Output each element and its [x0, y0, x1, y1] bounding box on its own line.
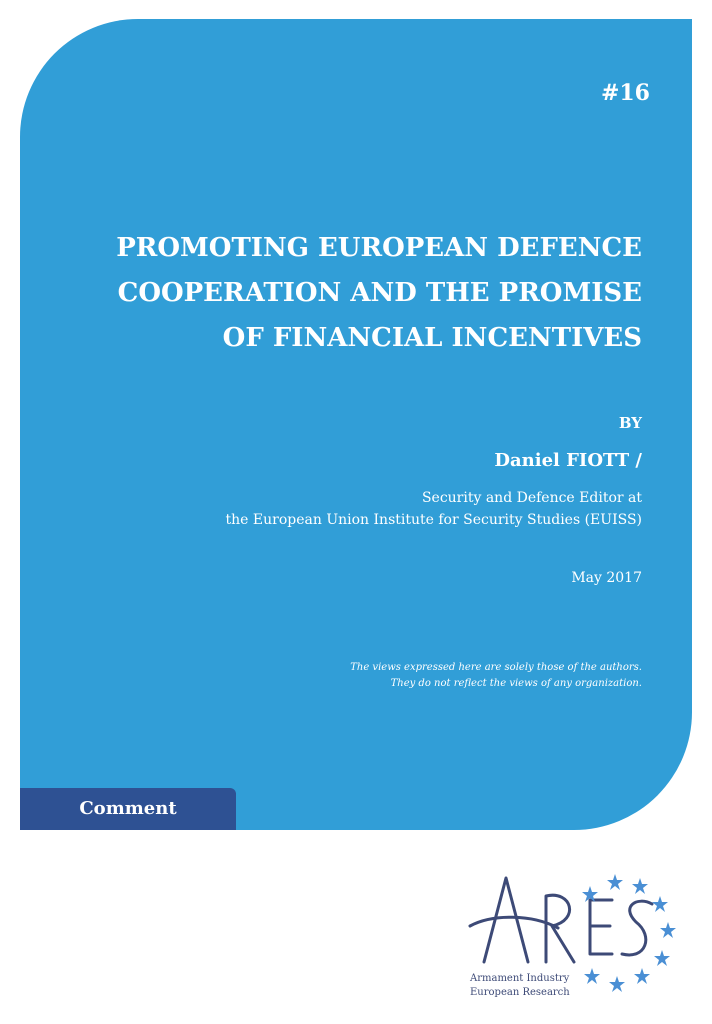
title-line: COOPERATION AND THE PROMISE — [117, 278, 642, 308]
ares-wordmark-icon — [470, 878, 652, 962]
title-line: PROMOTING EUROPEAN DEFENCE — [116, 233, 642, 263]
logo-caption-line: Armament Industry — [470, 973, 570, 984]
logo-caption — [470, 972, 570, 1000]
author-affiliation — [122, 487, 642, 531]
issue-number: #16 — [600, 80, 650, 106]
title-line: OF FINANCIAL INCENTIVES — [222, 323, 642, 353]
eu-star-circle-icon — [582, 874, 676, 992]
logo-caption-line: European Research — [470, 987, 570, 998]
publication-date: May 2017 — [571, 570, 642, 586]
disclaimer-line: The views expressed here are solely those of the authors. — [350, 662, 642, 673]
by-label: BY — [618, 414, 642, 432]
report-title — [52, 226, 642, 361]
affiliation-line: Security and Defence Editor at — [421, 490, 642, 506]
category-tab: Comment — [20, 788, 236, 830]
author-name: Daniel FIOTT / — [494, 450, 642, 471]
cover-panel — [20, 19, 692, 830]
affiliation-line: the European Union Institute for Security Studies (EUISS) — [225, 512, 642, 528]
disclaimer — [222, 660, 642, 692]
disclaimer-line: They do not reflect the views of any organization. — [390, 678, 642, 689]
